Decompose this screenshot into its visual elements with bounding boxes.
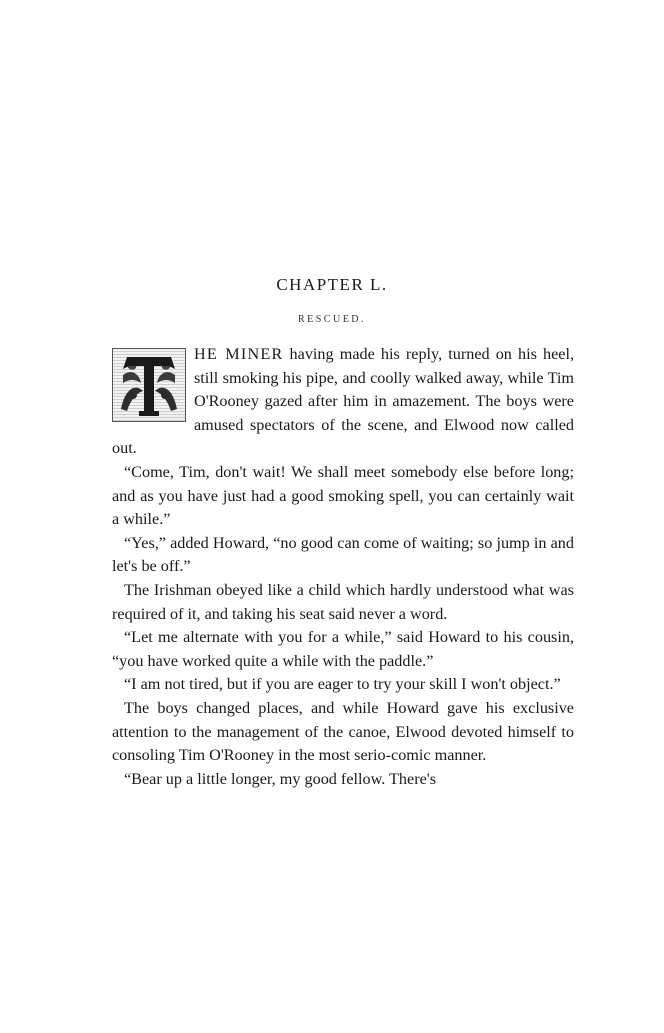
drop-cap-artwork bbox=[113, 349, 185, 421]
paragraph-7: The boys changed places, and while Howard gave his exclusive attention to the management of the canoe, Elwood devoted himself to consoling Tim O'Rooney in the most serio-comic manner. bbox=[112, 698, 574, 765]
paragraph-5: “Let me alternate with you for a while,” said Howard to his cousin, “you have worked quite a while with the paddle.” bbox=[112, 628, 574, 670]
ornamental-drop-cap-icon bbox=[112, 348, 186, 422]
paragraph-lead-caps: HE MINER bbox=[194, 345, 284, 363]
chapter-subtitle: RESCUED. bbox=[297, 314, 367, 325]
chapter-title: CHAPTER L. bbox=[276, 275, 388, 294]
paragraph-2: “Come, Tim, don't wait! We shall meet somebody else before long; and as you have just had a good smoking spell, you can certainly wait a while.” bbox=[112, 462, 574, 529]
paragraph-6: “I am not tired, but if you are eager to try your skill I won't object.” bbox=[124, 675, 561, 694]
paragraph-8: “Bear up a little longer, my good fellow. There's bbox=[124, 769, 436, 788]
paragraph-1-text: having made his reply, turned on his heel, still smoking his pipe, and coolly walked away, while Tim O'Rooney gazed after him in amazement. The boys were amused spectators of the scene, and Elwood now called out. bbox=[112, 345, 574, 458]
paragraph-3: “Yes,” added Howard, “no good can come of waiting; so jump in and let's be off.” bbox=[112, 533, 574, 576]
chapter-body bbox=[112, 343, 574, 791]
paragraph-4: The Irishman obeyed like a child which hardly understood what was required of it, and taking his seat said never a word. bbox=[112, 580, 574, 623]
